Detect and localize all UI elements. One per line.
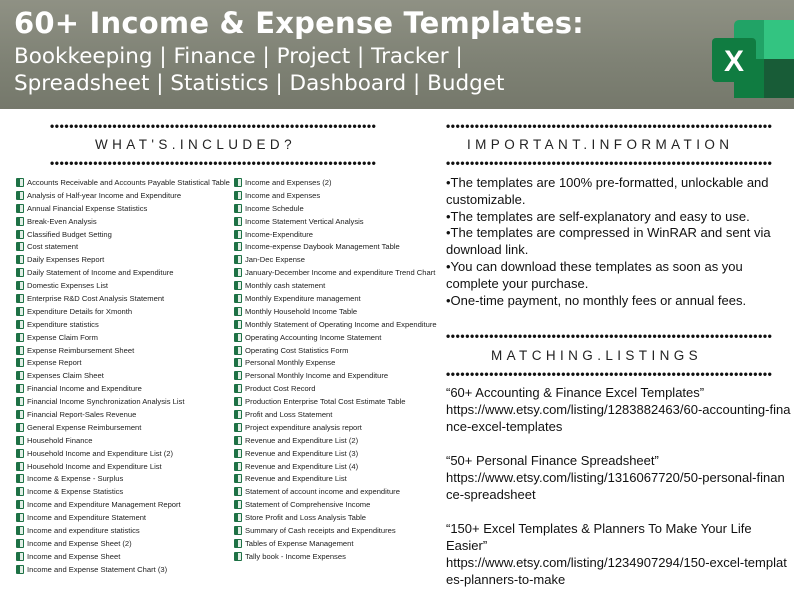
- template-name: Income & Expense - Surplus: [27, 474, 124, 484]
- template-name: Personal Monthly Income and Expenditure: [245, 371, 389, 381]
- template-name: Income and Expense Sheet: [27, 551, 121, 561]
- template-list-item: [16, 511, 230, 524]
- included-heading: WHAT'S.INCLUDED?: [95, 137, 296, 152]
- template-list-item: [234, 550, 437, 563]
- excel-file-icon: [234, 230, 242, 239]
- excel-file-icon: [234, 242, 242, 251]
- listing-title: “150+ Excel Templates & Planners To Make Your Life Easier”: [446, 521, 752, 553]
- template-list-item: [16, 537, 230, 550]
- template-list-item: [234, 344, 437, 357]
- template-name: January-December Income and expenditure Trend Chart: [245, 268, 436, 278]
- excel-file-icon: [234, 268, 242, 277]
- template-name: Income-Expenditure: [245, 229, 313, 239]
- excel-file-icon: [16, 487, 24, 496]
- template-name: Expense Reimbursement Sheet: [27, 345, 135, 355]
- template-name: Domestic Expenses List: [27, 281, 109, 291]
- template-name: Financial Income Synchronization Analysis List: [27, 397, 185, 407]
- template-list-item: [16, 485, 230, 498]
- excel-file-icon: [16, 255, 24, 264]
- dot-divider: ••••••••••••••••••••••••••••••••••••••••••••••••••••••••••••••••••••: [446, 367, 773, 381]
- template-list-item: [234, 421, 437, 434]
- template-name: Product Cost Record: [245, 384, 316, 394]
- template-name: Income and expenditure statistics: [27, 525, 140, 535]
- template-name: Income & Expense Statistics: [27, 487, 124, 497]
- template-name: Financial Income and Expenditure: [27, 384, 142, 394]
- excel-file-icon: [16, 436, 24, 445]
- template-list-item: [234, 279, 437, 292]
- template-name: Break-Even Analysis: [27, 216, 97, 226]
- excel-file-icon: [234, 333, 242, 342]
- excel-file-icon: [234, 539, 242, 548]
- template-name: Household Income and Expenditure List (2): [27, 448, 174, 458]
- template-name: Tally book - Income Expenses: [245, 551, 346, 561]
- template-list-item: [16, 253, 230, 266]
- info-point: •The templates are self-explanatory and easy to use.: [446, 208, 750, 224]
- template-list-item: [16, 279, 230, 292]
- template-list-column-2: [234, 176, 437, 563]
- template-list-item: [16, 447, 230, 460]
- excel-file-icon: [234, 255, 242, 264]
- template-name: Financial Report-Sales Revenue: [27, 409, 137, 419]
- template-name: Income Schedule: [245, 203, 304, 213]
- template-list-item: [234, 189, 437, 202]
- template-list-item: [234, 318, 437, 331]
- excel-file-icon: [234, 513, 242, 522]
- listing-link[interactable]: https://www.etsy.com/listing/1234907294/150-excel-templates-planners-to-make: [446, 555, 787, 587]
- template-list-item: [234, 331, 437, 344]
- listing-link[interactable]: https://www.etsy.com/listing/1316067720/50-personal-finance-spreadsheet: [446, 470, 785, 502]
- dot-divider: ••••••••••••••••••••••••••••••••••••••••••••••••••••••••••••••••••••: [50, 119, 377, 133]
- template-list-item: [234, 524, 437, 537]
- excel-file-icon: [234, 307, 242, 316]
- template-list-item: [16, 240, 230, 253]
- template-name: Tables of Expense Management: [245, 538, 354, 548]
- template-list-item: [16, 176, 230, 189]
- template-list-item: [16, 202, 230, 215]
- excel-file-icon: [234, 191, 242, 200]
- template-list-item: [234, 215, 437, 228]
- info-point: •The templates are 100% pre-formatted, unlockable and customizable.: [446, 175, 769, 207]
- excel-file-icon: [16, 242, 24, 251]
- excel-file-icon: [16, 474, 24, 483]
- template-list-item: [234, 485, 437, 498]
- excel-logo-icon: [712, 20, 794, 98]
- template-list-item: [16, 305, 230, 318]
- excel-file-icon: [16, 178, 24, 187]
- excel-file-icon: [16, 230, 24, 239]
- excel-file-icon: [16, 423, 24, 432]
- template-name: Personal Monthly Expense: [245, 358, 336, 368]
- template-name: Classified Budget Setting: [27, 229, 112, 239]
- template-name: Income Statement Vertical Analysis: [245, 216, 364, 226]
- excel-file-icon: [16, 294, 24, 303]
- excel-file-icon: [16, 539, 24, 548]
- excel-file-icon: [16, 462, 24, 471]
- excel-file-icon: [234, 178, 242, 187]
- template-list-item: [234, 356, 437, 369]
- svg-text:X: X: [723, 45, 745, 78]
- info-point: •One-time payment, no monthly fees or annual fees.: [446, 292, 747, 308]
- template-list-item: [234, 228, 437, 241]
- listing-title: “60+ Accounting & Finance Excel Templates”: [446, 385, 705, 400]
- excel-file-icon: [16, 191, 24, 200]
- template-name: Annual Financial Expense Statistics: [27, 203, 148, 213]
- excel-file-icon: [234, 500, 242, 509]
- listing-item: [446, 452, 791, 503]
- excel-file-icon: [16, 307, 24, 316]
- template-name: Monthly cash statement: [245, 281, 326, 291]
- template-name: Revenue and Expenditure List (2): [245, 435, 359, 445]
- template-name: Revenue and Expenditure List (3): [245, 448, 359, 458]
- template-name: Revenue and Expenditure List: [245, 474, 347, 484]
- template-name: Expense Claim Form: [27, 332, 98, 342]
- template-list-item: [16, 382, 230, 395]
- template-list-item: [16, 395, 230, 408]
- template-list-item: [16, 369, 230, 382]
- subtitle-line-2: Spreadsheet | Statistics | Dashboard | Budget: [14, 71, 505, 96]
- excel-file-icon: [234, 526, 242, 535]
- template-list-item: [16, 228, 230, 241]
- template-list-item: [16, 524, 230, 537]
- template-name: Jan-Dec Expense: [245, 255, 305, 265]
- template-list-item: [234, 408, 437, 421]
- template-name: Expenditure statistics: [27, 319, 99, 329]
- excel-file-icon: [234, 474, 242, 483]
- matching-listings: [446, 384, 791, 588]
- excel-file-icon: [234, 384, 242, 393]
- dot-divider: ••••••••••••••••••••••••••••••••••••••••••••••••••••••••••••••••••••: [446, 119, 773, 133]
- template-name: Income and Expense Statement Chart (3): [27, 564, 168, 574]
- excel-file-icon: [16, 371, 24, 380]
- template-name: Production Enterprise Total Cost Estimate Table: [245, 397, 406, 407]
- template-name: Daily Statement of Income and Expenditure: [27, 268, 174, 278]
- excel-file-icon: [234, 371, 242, 380]
- listing-title: “50+ Personal Finance Spreadsheet”: [446, 453, 659, 468]
- excel-file-icon: [16, 565, 24, 574]
- listing-item: [446, 520, 791, 588]
- excel-file-icon: [234, 397, 242, 406]
- important-info: [446, 175, 786, 309]
- template-list-item: [16, 472, 230, 485]
- important-heading: IMPORTANT.INFORMATION: [467, 137, 734, 152]
- template-name: Summary of Cash receipts and Expenditures: [245, 525, 396, 535]
- template-name: Revenue and Expenditure List (4): [245, 461, 359, 471]
- excel-file-icon: [234, 487, 242, 496]
- excel-file-icon: [16, 346, 24, 355]
- template-list-item: [16, 344, 230, 357]
- excel-file-icon: [16, 281, 24, 290]
- excel-file-icon: [234, 217, 242, 226]
- template-name: Cost statement: [27, 242, 79, 252]
- excel-file-icon: [234, 294, 242, 303]
- template-list-item: [16, 215, 230, 228]
- excel-file-icon: [16, 513, 24, 522]
- template-name: Monthly Household Income Table: [245, 306, 358, 316]
- template-name: Income and Expenses: [245, 190, 321, 200]
- template-name: Expenditure Details for Xmonth: [27, 306, 133, 316]
- excel-file-icon: [234, 423, 242, 432]
- template-list-item: [234, 369, 437, 382]
- template-list-item: [16, 550, 230, 563]
- excel-file-icon: [16, 552, 24, 561]
- template-list-item: [16, 266, 230, 279]
- template-list-item: [16, 563, 230, 576]
- template-list-item: [16, 421, 230, 434]
- template-list-item: [16, 318, 230, 331]
- excel-file-icon: [16, 204, 24, 213]
- template-list-item: [234, 395, 437, 408]
- template-name: Expense Report: [27, 358, 82, 368]
- template-list-item: [16, 434, 230, 447]
- excel-file-icon: [234, 320, 242, 329]
- template-list-item: [234, 498, 437, 511]
- info-point: •You can download these templates as soon as you complete your purchase.: [446, 258, 743, 291]
- template-name: Expenses Claim Sheet: [27, 371, 104, 381]
- template-list-item: [16, 356, 230, 369]
- listing-link[interactable]: https://www.etsy.com/listing/1283882463/60-accounting-finance-excel-templates: [446, 402, 791, 434]
- excel-file-icon: [234, 281, 242, 290]
- template-list-item: [16, 189, 230, 202]
- template-list-item: [234, 511, 437, 524]
- template-name: Statement of account income and expenditure: [245, 487, 400, 497]
- template-name: Income and Expenditure Statement: [27, 513, 147, 523]
- header-banner: [0, 0, 794, 109]
- excel-file-icon: [234, 436, 242, 445]
- template-name: Monthly Expenditure management: [245, 293, 361, 303]
- template-list-item: [234, 460, 437, 473]
- template-list-item: [234, 305, 437, 318]
- excel-file-icon: [16, 333, 24, 342]
- template-list-item: [16, 498, 230, 511]
- template-name: Project expenditure analysis report: [245, 422, 362, 432]
- subtitle-line-1: Bookkeeping | Finance | Project | Tracker |: [14, 44, 463, 69]
- template-name: Monthly Statement of Operating Income and Expenditure: [245, 319, 437, 329]
- template-list-item: [234, 537, 437, 550]
- template-name: Household Income and Expenditure List: [27, 461, 162, 471]
- excel-file-icon: [16, 384, 24, 393]
- excel-file-icon: [234, 410, 242, 419]
- template-name: Daily Expenses Report: [27, 255, 105, 265]
- dot-divider: ••••••••••••••••••••••••••••••••••••••••••••••••••••••••••••••••••••: [446, 329, 773, 343]
- template-name: Accounts Receivable and Accounts Payable Statistical Table: [27, 177, 230, 187]
- template-name: Operating Cost Statistics Form: [245, 345, 349, 355]
- template-name: Income-expense Daybook Management Table: [245, 242, 400, 252]
- template-list-item: [16, 460, 230, 473]
- template-name: Household Finance: [27, 435, 93, 445]
- template-name: Enterprise R&D Cost Analysis Statement: [27, 293, 165, 303]
- excel-file-icon: [16, 320, 24, 329]
- dot-divider: ••••••••••••••••••••••••••••••••••••••••••••••••••••••••••••••••••••: [50, 156, 377, 170]
- template-name: Store Profit and Loss Analysis Table: [245, 513, 367, 523]
- excel-file-icon: [16, 449, 24, 458]
- template-name: Income and Expenditure Management Report: [27, 500, 181, 510]
- template-list-item: [234, 266, 437, 279]
- excel-file-icon: [16, 500, 24, 509]
- excel-file-icon: [234, 449, 242, 458]
- excel-file-icon: [234, 204, 242, 213]
- template-list-item: [234, 382, 437, 395]
- template-list-item: [234, 253, 437, 266]
- excel-file-icon: [234, 462, 242, 471]
- template-list-item: [234, 240, 437, 253]
- template-list-item: [234, 176, 437, 189]
- template-list-item: [16, 408, 230, 421]
- template-list-item: [234, 292, 437, 305]
- template-list-item: [16, 292, 230, 305]
- template-list-item: [234, 202, 437, 215]
- listing-item: [446, 384, 791, 435]
- template-name: General Expense Reimbursement: [27, 422, 142, 432]
- info-point: •The templates are compressed in WinRAR and sent via download link.: [446, 225, 771, 258]
- template-name: Statement of Comprehensive Income: [245, 500, 371, 510]
- excel-file-icon: [16, 410, 24, 419]
- template-name: Analysis of Half-year Income and Expenditure: [27, 190, 182, 200]
- template-name: Operating Accounting Income Statement: [245, 332, 382, 342]
- excel-file-icon: [234, 346, 242, 355]
- template-list-item: [234, 447, 437, 460]
- template-name: Profit and Loss Statement: [245, 409, 333, 419]
- template-name: Income and Expense Sheet (2): [27, 538, 132, 548]
- matching-heading: MATCHING.LISTINGS: [491, 348, 703, 363]
- template-list-column-1: [16, 176, 230, 576]
- page-title: 60+ Income & Expense Templates:: [14, 6, 584, 40]
- dot-divider: ••••••••••••••••••••••••••••••••••••••••••••••••••••••••••••••••••••: [446, 156, 773, 170]
- template-list-item: [234, 434, 437, 447]
- excel-file-icon: [16, 358, 24, 367]
- template-list-item: [234, 472, 437, 485]
- excel-file-icon: [234, 358, 242, 367]
- excel-file-icon: [16, 217, 24, 226]
- excel-file-icon: [16, 268, 24, 277]
- excel-file-icon: [234, 552, 242, 561]
- excel-file-icon: [16, 526, 24, 535]
- template-list-item: [16, 331, 230, 344]
- template-name: Income and Expenses (2): [245, 177, 332, 187]
- excel-file-icon: [16, 397, 24, 406]
